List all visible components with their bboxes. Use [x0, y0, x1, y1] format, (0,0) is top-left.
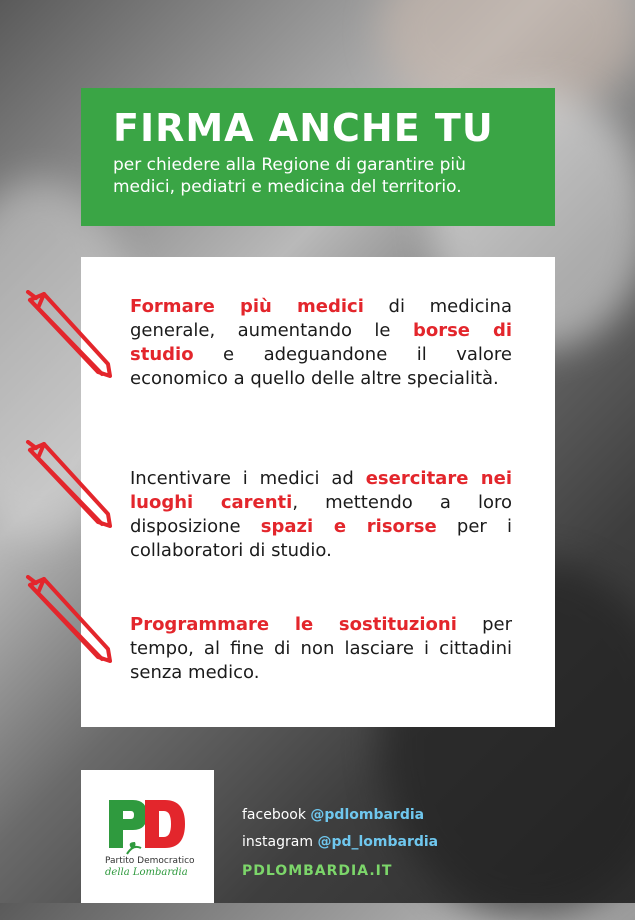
body-text: per tempo, al fine di non lasciare i cittadini senza medico.	[130, 614, 513, 683]
body-text: , mettendo a loro disposizione	[130, 492, 513, 537]
highlight-text: Programmare le sostituzioni	[130, 614, 457, 635]
party-logo	[81, 770, 214, 903]
logo-line: della Lombardia	[105, 867, 188, 878]
page-title: FIRMA ANCHE TU	[113, 106, 494, 150]
instagram-label: instagram	[242, 834, 318, 850]
facebook-label: facebook	[242, 807, 311, 823]
logo-line: Partito Democratico	[105, 856, 195, 866]
subtitle-line: per chiedere alla Regione di garantire più	[113, 155, 466, 175]
list-item	[130, 467, 512, 563]
highlight-text: esercitare nei luoghi carenti	[130, 468, 512, 513]
list-item	[130, 613, 512, 685]
subtitle-line: medici, pediatri e medicina del territorio.	[113, 177, 462, 197]
body-text: per i collaboratori di studio.	[130, 516, 512, 561]
pd-logo-mark	[107, 796, 187, 856]
body-text: di medicina generale, aumentando le	[130, 296, 512, 341]
highlight-text: Formare più medici	[130, 296, 364, 317]
highlight-text: borse di studio	[130, 320, 513, 365]
website-link[interactable]: PDLOMBARDIA.IT	[242, 863, 393, 879]
pen-icon	[24, 290, 114, 380]
list-item	[130, 295, 512, 391]
logo-text	[105, 856, 205, 878]
body-text: e adeguandone il valore economico a quello delle altre specialità.	[130, 344, 512, 389]
highlight-text: spazi e risorse	[260, 516, 437, 537]
pen-icon	[24, 440, 114, 530]
facebook-line	[242, 807, 424, 823]
header-banner	[81, 88, 555, 226]
content-card	[81, 257, 555, 727]
body-text: Incentivare i medici ad	[130, 468, 366, 489]
pen-icon	[24, 575, 114, 665]
instagram-handle-link[interactable]: @pd_lombardia	[317, 834, 439, 850]
facebook-handle-link[interactable]: @pdlombardia	[310, 807, 425, 823]
page-subtitle	[113, 154, 527, 198]
instagram-line	[242, 834, 438, 850]
